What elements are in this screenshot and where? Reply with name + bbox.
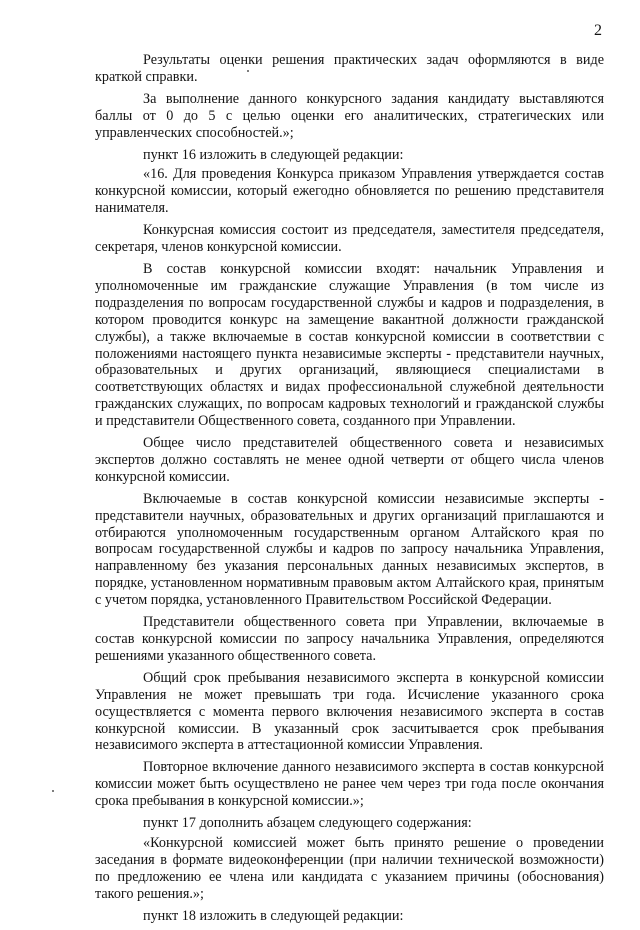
paragraph-1: Результаты оценки решения практических задач оформляются в виде краткой справки. <box>95 52 604 85</box>
paragraph-4: «16. Для проведения Конкурса приказом Управления утверждается состав конкурсной комиссии, который ежегодно обновляется по решению представителя нанимателя. <box>95 166 604 217</box>
paragraph-12: пункт 17 дополнить абзацем следующего содержания: <box>143 815 472 832</box>
paragraph-10: Общий срок пребывания независимого эксперта в конкурсной комиссии Управления не может превышать три года. Исчисление указанного срока осуществляется с момента первого включения независимого эксперта в состав конкурсной комиссии. В указанный срок засчитывается срок пребывания независимого эксперта в аттестационной комиссии Управления. <box>95 669 604 754</box>
paragraph-3: пункт 16 изложить в следующей редакции: <box>143 146 404 163</box>
scan-speck <box>247 70 249 72</box>
paragraph-14: пункт 18 изложить в следующей редакции: <box>143 907 404 924</box>
page-number: 2 <box>594 22 602 39</box>
scan-speck <box>52 790 54 792</box>
paragraph-6: В состав конкурсной комиссии входят: начальник Управления и уполномоченные им гражданские служащие Управления (в том числе из подразделения по вопросам государственной службы и кадров и подразделения, в котором проводится конкурс на замещение вакантной должности гражданской службы), а также включаемые в состав конкурсной комиссии в соответствии с положениями настоящего пункта независимые эксперты - представители научных, образовательных и других организаций, являющиеся специалистами в соответствующих областях и видах профессиональной служебной деятельности гражданских служащих, по вопросам кадровых технологий и гражданской службы и представители Общественного совета, созданного при Управлении. <box>95 260 604 430</box>
paragraph-5: Конкурсная комиссия состоит из председателя, заместителя председателя, секретаря, членов конкурсной комиссии. <box>95 222 604 256</box>
paragraph-7: Общее число представителей общественного совета и независимых экспертов должно составлять не менее одной четверти от общего числа членов конкурсной комиссии. <box>95 435 604 485</box>
paragraph-9: Представители общественного совета при Управлении, включаемые в состав конкурсной комиссии по запросу начальника Управления, определяются решениями указанного общественного совета. <box>95 614 604 664</box>
document-body <box>95 52 604 930</box>
paragraph-8: Включаемые в состав конкурсной комиссии независимые эксперты - представители научных, образовательных и других организаций приглашаются и отбираются уполномоченным государственным органом Алтайского края по вопросам государственной службы и кадров по запросу начальника Управления, направленному без указания персональных данных независимых экспертов, в порядке, установленном нормативным правовым актом Алтайского края, принятым с учетом порядка, установленного Правительством Российской Федерации. <box>95 490 604 609</box>
paragraph-2: За выполнение данного конкурсного задания кандидату выставляются баллы от 0 до 5 с целью оценки его аналитических, стратегических или управленческих способностей.»; <box>95 90 604 141</box>
paragraph-11: Повторное включение данного независимого эксперта в состав конкурсной комиссии может быть осуществлено не ранее чем через три года после окончания срока пребывания в конкурсной комиссии.»; <box>95 759 604 810</box>
paragraph-13: «Конкурсной комиссией может быть принято решение о проведении заседания в формате видеоконференции (при наличии технической возможности) по предложению ее члена или кандидата с указанием причины (обоснования) такого решения.»; <box>95 834 604 902</box>
